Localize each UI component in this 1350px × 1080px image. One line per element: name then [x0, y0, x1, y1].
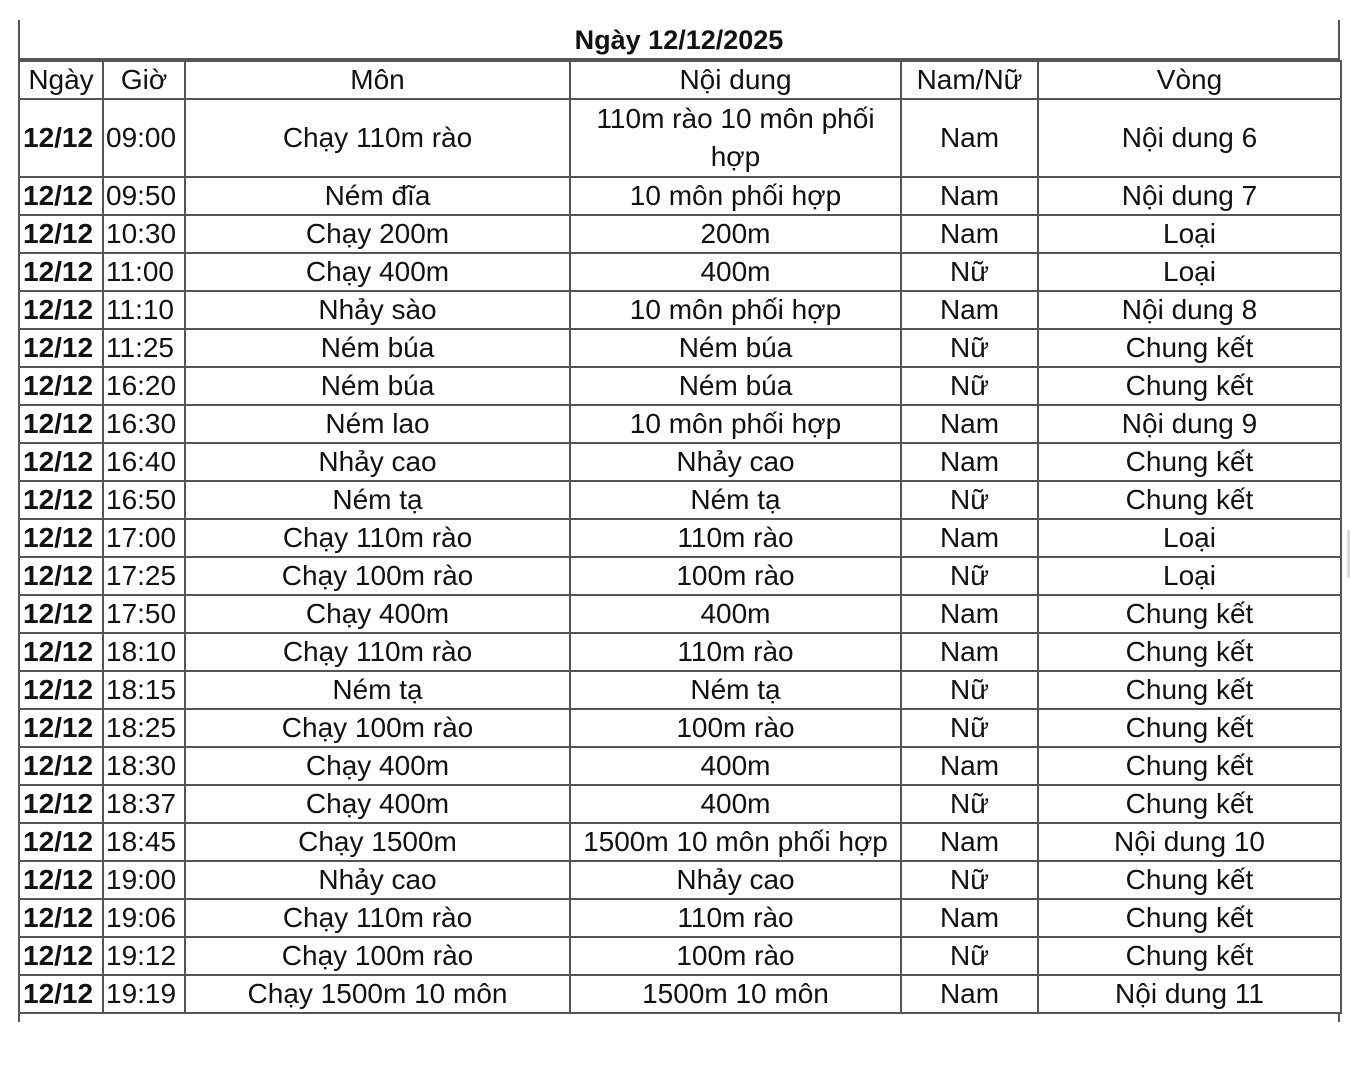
header-mon: Môn: [185, 61, 570, 99]
cell-vong: Chung kết: [1038, 785, 1341, 823]
cell-noi-dung: 10 môn phối hợp: [570, 405, 901, 443]
table-row: [19, 215, 1341, 253]
cell-gioi-tinh: Nam: [901, 899, 1038, 937]
schedule-table: [18, 60, 1342, 1014]
cell-vong: Nội dung 9: [1038, 405, 1341, 443]
table-row: [19, 329, 1341, 367]
header-noi-dung: Nội dung: [570, 61, 901, 99]
table-row: [19, 367, 1341, 405]
cell-noi-dung: 100m rào: [570, 557, 901, 595]
cell-vong: Nội dung 10: [1038, 823, 1341, 861]
cell-vong: Chung kết: [1038, 709, 1341, 747]
cell-gio: 18:30: [103, 747, 185, 785]
cell-gio: 11:10: [103, 291, 185, 329]
table-row: [19, 253, 1341, 291]
cell-gioi-tinh: Nam: [901, 747, 1038, 785]
cell-vong: Loại: [1038, 253, 1341, 291]
cell-ngay: 12/12: [19, 329, 103, 367]
cell-gioi-tinh: Nữ: [901, 709, 1038, 747]
table-row: [19, 899, 1341, 937]
table-row: [19, 557, 1341, 595]
cell-vong: Chung kết: [1038, 443, 1341, 481]
cell-vong: Chung kết: [1038, 329, 1341, 367]
schedule-sheet: [18, 20, 1340, 1022]
cell-ngay: 12/12: [19, 291, 103, 329]
cell-gioi-tinh: Nam: [901, 99, 1038, 177]
cell-ngay: 12/12: [19, 99, 103, 177]
cell-gioi-tinh: Nam: [901, 519, 1038, 557]
table-row: [19, 785, 1341, 823]
cell-gio: 16:40: [103, 443, 185, 481]
cell-mon: Chạy 400m: [185, 747, 570, 785]
cell-gioi-tinh: Nữ: [901, 671, 1038, 709]
cell-gio: 18:37: [103, 785, 185, 823]
table-row: [19, 861, 1341, 899]
cell-gio: 17:00: [103, 519, 185, 557]
cell-noi-dung: 100m rào: [570, 709, 901, 747]
cell-ngay: 12/12: [19, 937, 103, 975]
table-row: [19, 937, 1341, 975]
schedule-title: Ngày 12/12/2025: [574, 24, 784, 55]
cell-gio: 09:50: [103, 177, 185, 215]
cell-ngay: 12/12: [19, 595, 103, 633]
table-row: [19, 443, 1341, 481]
cell-vong: Nội dung 6: [1038, 99, 1341, 177]
cell-vong: Chung kết: [1038, 481, 1341, 519]
table-row: [19, 177, 1341, 215]
cell-vong: Chung kết: [1038, 861, 1341, 899]
cell-ngay: 12/12: [19, 861, 103, 899]
table-row: [19, 747, 1341, 785]
cell-gio: 19:19: [103, 975, 185, 1013]
cell-ngay: 12/12: [19, 823, 103, 861]
cell-noi-dung: 400m: [570, 253, 901, 291]
cell-ngay: 12/12: [19, 747, 103, 785]
table-row: [19, 633, 1341, 671]
table-row: [19, 671, 1341, 709]
cell-vong: Nội dung 7: [1038, 177, 1341, 215]
cell-ngay: 12/12: [19, 785, 103, 823]
cell-ngay: 12/12: [19, 481, 103, 519]
cell-mon: Chạy 100m rào: [185, 709, 570, 747]
cell-mon: Ném búa: [185, 367, 570, 405]
cell-mon: Chạy 400m: [185, 785, 570, 823]
cell-gioi-tinh: Nữ: [901, 557, 1038, 595]
schedule-body: [19, 99, 1341, 1013]
cell-noi-dung: 110m rào: [570, 899, 901, 937]
cell-noi-dung: Nhảy cao: [570, 861, 901, 899]
cell-gio: 18:25: [103, 709, 185, 747]
cell-ngay: 12/12: [19, 177, 103, 215]
cell-gio: 11:00: [103, 253, 185, 291]
cell-ngay: 12/12: [19, 709, 103, 747]
cell-gioi-tinh: Nam: [901, 215, 1038, 253]
cell-mon: Chạy 110m rào: [185, 99, 570, 177]
cell-vong: Loại: [1038, 557, 1341, 595]
cell-gio: 16:20: [103, 367, 185, 405]
cell-gio: 18:45: [103, 823, 185, 861]
cell-vong: Chung kết: [1038, 595, 1341, 633]
cell-ngay: 12/12: [19, 899, 103, 937]
cell-mon: Nhảy cao: [185, 861, 570, 899]
cell-mon: Chạy 1500m: [185, 823, 570, 861]
cell-gioi-tinh: Nam: [901, 443, 1038, 481]
cell-ngay: 12/12: [19, 367, 103, 405]
cell-mon: Ném tạ: [185, 671, 570, 709]
cell-mon: Chạy 1500m 10 môn: [185, 975, 570, 1013]
cell-mon: Ném đĩa: [185, 177, 570, 215]
cell-mon: Chạy 400m: [185, 595, 570, 633]
cell-gio: 10:30: [103, 215, 185, 253]
cell-vong: Chung kết: [1038, 747, 1341, 785]
cell-gio: 18:15: [103, 671, 185, 709]
cell-vong: Loại: [1038, 519, 1341, 557]
cell-gioi-tinh: Nam: [901, 633, 1038, 671]
cell-noi-dung: 1500m 10 môn: [570, 975, 901, 1013]
cell-gioi-tinh: Nam: [901, 405, 1038, 443]
header-vong: Vòng: [1038, 61, 1341, 99]
cell-vong: Chung kết: [1038, 633, 1341, 671]
table-row: [19, 709, 1341, 747]
cell-noi-dung: 100m rào: [570, 937, 901, 975]
cell-mon: Chạy 110m rào: [185, 519, 570, 557]
cell-gio: 17:25: [103, 557, 185, 595]
title-row: [18, 20, 1340, 60]
cell-noi-dung: Ném búa: [570, 329, 901, 367]
table-continuation: [18, 1014, 1340, 1022]
cell-noi-dung: 1500m 10 môn phối hợp: [570, 823, 901, 861]
cell-gioi-tinh: Nam: [901, 291, 1038, 329]
cell-gio: 17:50: [103, 595, 185, 633]
cell-vong: Chung kết: [1038, 937, 1341, 975]
cell-noi-dung: 400m: [570, 785, 901, 823]
table-row: [19, 481, 1341, 519]
cell-ngay: 12/12: [19, 215, 103, 253]
cell-gioi-tinh: Nam: [901, 823, 1038, 861]
table-row: [19, 595, 1341, 633]
cell-noi-dung: 110m rào: [570, 519, 901, 557]
cell-mon: Ném búa: [185, 329, 570, 367]
header-gioi-tinh: Nam/Nữ: [901, 61, 1038, 99]
cell-gio: 18:10: [103, 633, 185, 671]
cell-noi-dung: 200m: [570, 215, 901, 253]
cell-mon: Nhảy sào: [185, 291, 570, 329]
cell-gio: 19:00: [103, 861, 185, 899]
cell-noi-dung: 400m: [570, 595, 901, 633]
cell-ngay: 12/12: [19, 557, 103, 595]
table-row: [19, 405, 1341, 443]
cell-gioi-tinh: Nữ: [901, 785, 1038, 823]
cell-mon: Ném lao: [185, 405, 570, 443]
cell-noi-dung: 400m: [570, 747, 901, 785]
table-row: [19, 823, 1341, 861]
cell-gioi-tinh: Nam: [901, 975, 1038, 1013]
header-ngay: Ngày: [19, 61, 103, 99]
cell-noi-dung: 10 môn phối hợp: [570, 177, 901, 215]
cell-ngay: 12/12: [19, 975, 103, 1013]
cell-mon: Chạy 100m rào: [185, 937, 570, 975]
cell-mon: Ném tạ: [185, 481, 570, 519]
cell-gioi-tinh: Nữ: [901, 253, 1038, 291]
cell-mon: Chạy 100m rào: [185, 557, 570, 595]
cell-gio: 11:25: [103, 329, 185, 367]
cell-vong: Chung kết: [1038, 899, 1341, 937]
table-row: [19, 99, 1341, 177]
cell-mon: Chạy 110m rào: [185, 899, 570, 937]
header-row: [19, 61, 1341, 99]
cell-gioi-tinh: Nữ: [901, 937, 1038, 975]
cell-vong: Nội dung 8: [1038, 291, 1341, 329]
table-row: [19, 975, 1341, 1013]
cell-noi-dung: Nhảy cao: [570, 443, 901, 481]
cell-ngay: 12/12: [19, 519, 103, 557]
cell-gio: 19:12: [103, 937, 185, 975]
cell-gio: 09:00: [103, 99, 185, 177]
cell-vong: Loại: [1038, 215, 1341, 253]
cell-ngay: 12/12: [19, 671, 103, 709]
cell-noi-dung: Ném tạ: [570, 481, 901, 519]
cell-mon: Chạy 200m: [185, 215, 570, 253]
cell-vong: Nội dung 11: [1038, 975, 1341, 1013]
cell-gioi-tinh: Nữ: [901, 861, 1038, 899]
cell-mon: Chạy 400m: [185, 253, 570, 291]
cell-vong: Chung kết: [1038, 367, 1341, 405]
table-row: [19, 291, 1341, 329]
cell-gioi-tinh: Nam: [901, 177, 1038, 215]
cell-mon: Chạy 110m rào: [185, 633, 570, 671]
cell-gio: 19:06: [103, 899, 185, 937]
cell-gio: 16:30: [103, 405, 185, 443]
cell-ngay: 12/12: [19, 253, 103, 291]
cell-noi-dung: 110m rào: [570, 633, 901, 671]
cell-noi-dung: 10 môn phối hợp: [570, 291, 901, 329]
cell-vong: Chung kết: [1038, 671, 1341, 709]
cell-ngay: 12/12: [19, 633, 103, 671]
table-row: [19, 519, 1341, 557]
cell-gioi-tinh: Nữ: [901, 329, 1038, 367]
cell-ngay: 12/12: [19, 405, 103, 443]
cell-gioi-tinh: Nữ: [901, 367, 1038, 405]
cell-gioi-tinh: Nữ: [901, 481, 1038, 519]
cell-gio: 16:50: [103, 481, 185, 519]
header-gio: Giờ: [103, 61, 185, 99]
cell-noi-dung: Ném búa: [570, 367, 901, 405]
cell-noi-dung: 110m rào 10 môn phối hợp: [570, 99, 901, 177]
cell-mon: Nhảy cao: [185, 443, 570, 481]
cell-gioi-tinh: Nam: [901, 595, 1038, 633]
cell-noi-dung: Ném tạ: [570, 671, 901, 709]
cell-ngay: 12/12: [19, 443, 103, 481]
